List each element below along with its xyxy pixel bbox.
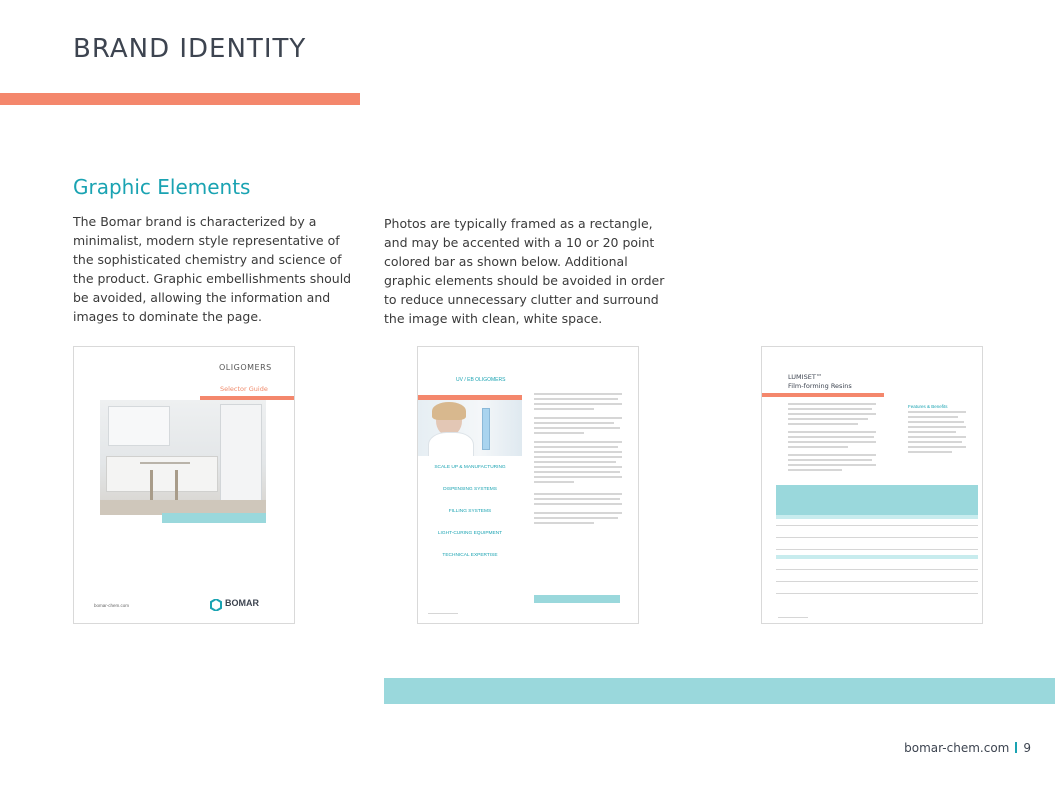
interior-menu-item: DISPENSING SYSTEMS xyxy=(443,487,497,492)
bomar-logo-icon xyxy=(210,599,222,611)
interior-top-label: UV / EB OLIGOMERS xyxy=(456,377,506,383)
brochure-url: bomar-chem.com xyxy=(94,603,130,608)
brochure-cover-sample xyxy=(73,346,295,624)
body-paragraph-left: The Bomar brand is characterized by a minimalist, modern style representative of the sophisticated chemistry and science of the product. Graphic embellishments should be avoided, allowing the information and images to dominate the page. xyxy=(73,214,352,324)
datasheet-title: LUMISET™ xyxy=(788,373,823,381)
lab-photo xyxy=(418,400,522,456)
datasheet-coral-bar xyxy=(762,393,884,397)
bomar-logo xyxy=(210,598,270,610)
datasheet-table xyxy=(776,485,978,603)
brochure-heading: OLIGOMERS xyxy=(219,363,272,372)
datasheet-subtitle: Film-forming Resins xyxy=(788,382,852,390)
datasheet-sample xyxy=(761,346,983,624)
interior-teal-bar xyxy=(534,595,620,603)
footer-url: bomar-chem.com xyxy=(904,741,1010,755)
page-number: 9 xyxy=(1023,741,1031,755)
coral-accent-bar xyxy=(0,93,360,105)
brochure-teal-bar xyxy=(162,513,266,523)
kitchen-photo xyxy=(100,400,266,515)
body-paragraph-right: Photos are typically framed as a rectangle, and may be accented with a 10 or 20 point colored bar as shown below. Additional graphic elements should be avoided in order to reduce unnecessary clutter and surround the image with clean, white space. xyxy=(384,216,665,326)
interior-menu-item: LIGHT-CURING EQUIPMENT xyxy=(437,531,503,536)
interior-menu-item: SCALE UP & MANUFACTURING xyxy=(434,465,506,470)
interior-page-sample xyxy=(417,346,639,624)
teal-accent-bar xyxy=(384,678,1055,704)
interior-menu-item: FILLING SYSTEMS xyxy=(448,509,492,514)
interior-menu-item: TECHNICAL EXPERTISE xyxy=(442,553,498,558)
datasheet-features-heading: Features & Benefits xyxy=(908,404,948,409)
brochure-subheading: Selector Guide xyxy=(220,385,268,393)
bomar-logo-text: BOMAR xyxy=(225,598,259,608)
section-title: Graphic Elements xyxy=(73,175,251,199)
footer-separator xyxy=(1015,742,1017,753)
page-title: BRAND IDENTITY xyxy=(73,34,307,64)
page-footer xyxy=(904,741,1031,755)
